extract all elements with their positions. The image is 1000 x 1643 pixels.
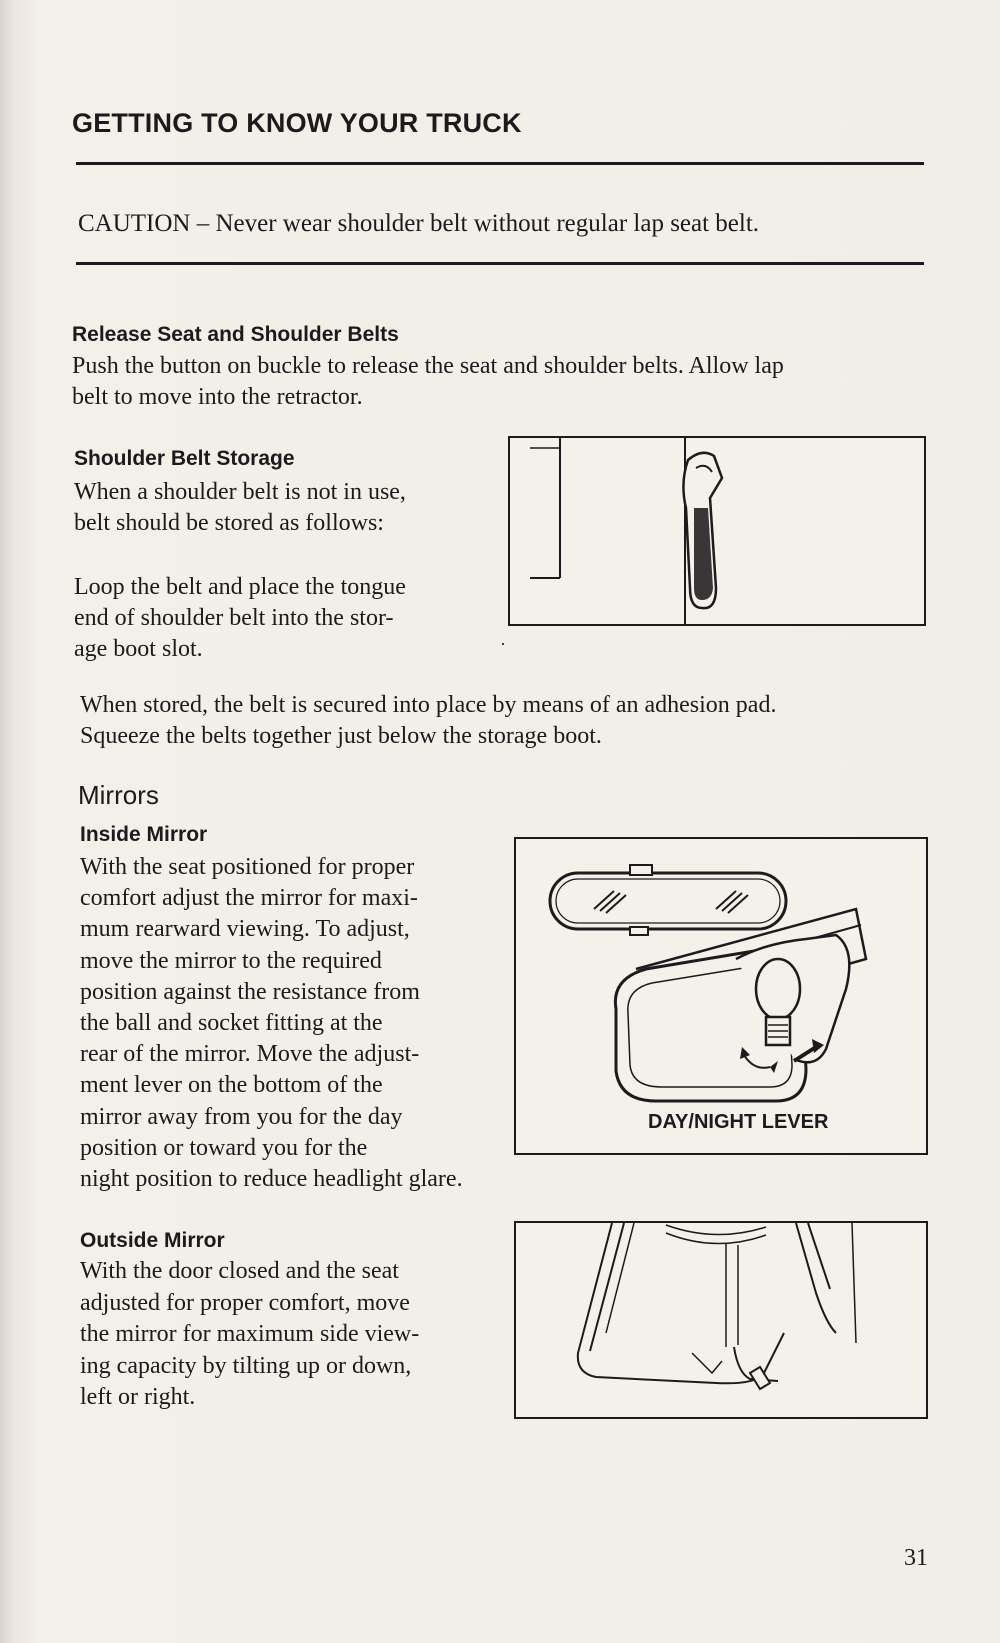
inside-mirror-heading: Inside Mirror	[80, 823, 208, 846]
outside-line: left or right.	[80, 1384, 196, 1411]
inside-line: position against the resistance from	[80, 978, 420, 1005]
day-night-lever-label: DAY/NIGHT LEVER	[648, 1111, 829, 1133]
inside-line: position or toward you for the	[80, 1134, 368, 1161]
storage-paragraph-1	[74, 477, 406, 539]
storage-heading: Shoulder Belt Storage	[74, 447, 295, 470]
inside-line: the ball and socket fitting at the	[80, 1010, 383, 1037]
inside-line: ment lever on the bottom of the	[80, 1072, 383, 1099]
storage-paragraph-2	[74, 572, 406, 665]
outside-line: With the door closed and the seat	[80, 1258, 399, 1284]
inside-line: move the mirror to the required	[80, 947, 382, 974]
release-heading: Release Seat and Shoulder Belts	[72, 323, 399, 346]
caution-notice: CAUTION – Never wear shoulder belt without regular lap seat belt.	[78, 210, 760, 237]
caution-rule	[76, 262, 924, 265]
outside-mirror-figure	[514, 1221, 928, 1419]
storage-line: When stored, the belt is secured into place by means of an adhesion pad.	[80, 692, 777, 718]
outside-line: the mirror for maximum side view-	[80, 1321, 420, 1348]
top-rule	[76, 162, 924, 165]
release-paragraph	[72, 351, 952, 413]
outside-mirror-heading: Outside Mirror	[80, 1229, 225, 1252]
figure-dot: ·	[500, 634, 506, 654]
side-mirror-illustration	[516, 1223, 926, 1417]
belt-storage-illustration	[510, 438, 924, 624]
rearview-mirror-illustration	[516, 839, 926, 1153]
inside-mirror-figure	[514, 837, 928, 1155]
inside-line: night position to reduce headlight glare.	[80, 1166, 463, 1193]
storage-line: end of shoulder belt into the stor-	[74, 605, 394, 631]
page-number: 31	[904, 1545, 928, 1571]
inside-mirror-paragraph	[80, 852, 463, 1195]
mirrors-heading: Mirrors	[78, 780, 159, 810]
release-line: Push the button on buckle to release the seat and shoulder belts. Allow lap	[72, 353, 784, 379]
inside-line: comfort adjust the mirror for maxi-	[80, 885, 418, 912]
storage-line: When a shoulder belt is not in use,	[74, 479, 406, 505]
storage-line: Squeeze the belts together just below the storage boot.	[80, 723, 602, 749]
page-title: GETTING TO KNOW YOUR TRUCK	[72, 108, 522, 138]
inside-line: rear of the mirror. Move the adjust-	[80, 1041, 420, 1068]
storage-line: Loop the belt and place the tongue	[74, 574, 406, 600]
inside-line: mirror away from you for the day	[80, 1103, 403, 1130]
belt-storage-figure	[508, 436, 926, 626]
storage-line: belt should be stored as follows:	[74, 510, 384, 536]
release-line: belt to move into the retractor.	[72, 384, 363, 410]
outside-line: adjusted for proper comfort, move	[80, 1289, 410, 1316]
outside-line: ing capacity by tilting up or down,	[80, 1352, 412, 1379]
storage-line: age boot slot.	[74, 636, 203, 662]
outside-mirror-paragraph	[80, 1256, 419, 1414]
inside-line: With the seat positioned for proper	[80, 854, 415, 880]
storage-paragraph-3	[80, 690, 940, 752]
inside-line: mum rearward viewing. To adjust,	[80, 916, 410, 943]
